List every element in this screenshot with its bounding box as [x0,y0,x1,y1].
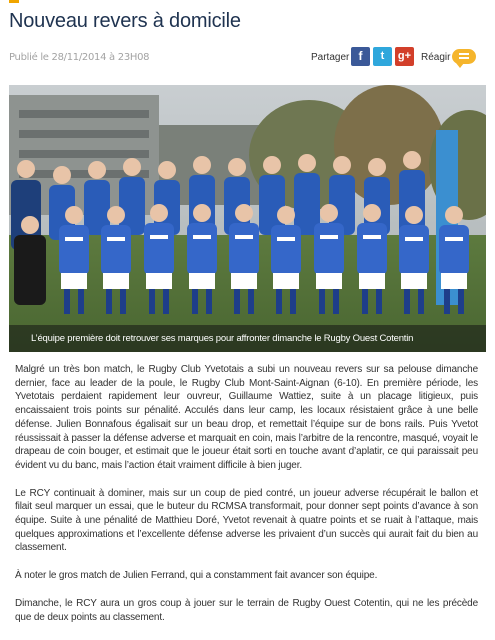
googleplus-icon: g+ [397,50,412,62]
twitter-icon: t [380,50,385,62]
team-photo[interactable] [9,85,486,352]
facebook-share-button[interactable] [351,47,370,66]
article-paragraph: À noter le gros match de Julien Ferrand, qui a constamment fait avancer son équipe. [15,570,378,582]
team-photo-illustration [9,85,486,352]
article-body [15,363,478,638]
article-paragraph: Dimanche, le RCY aura un gros coup à jouer sur le terrain de Rugby Ouest Cotentin, qui ne les précède que de deux points au classement. [15,597,478,623]
react-label[interactable]: Réagir [421,52,451,63]
article-paragraph: Le RCY continuait à dominer, mais sur un coup de pied contré, un joueur adverse récupérait le ballon et filait seul marquer un essai, que le buteur du RCMSA transformait, pour donner sept points d’avance à son équipe. Suite à une pénalité de Matthieu Doré, Yvetot revenait à quatre points et se ruait à l’attaque, mais quelques approximations et l’excellente défense adverse les privaient d’un succès qui aurait fait du bien au classement. [15,487,478,554]
facebook-icon: f [358,49,363,63]
article-title: Nouveau revers à domicile [9,10,241,32]
article-meta-bar [9,44,486,72]
section-accent-bar [9,0,19,3]
photo-caption: L’équipe première doit retrouver ses marques pour affronter dimanche le Rugby Ouest Cotentin [9,325,486,352]
googleplus-share-button[interactable] [395,47,414,66]
comment-bubble-icon[interactable] [452,49,476,64]
share-label: Partager [311,52,350,63]
article-paragraph: Malgré un très bon match, le Rugby Club Yvetotais a subi un nouveau revers sur sa pelouse dimanche dernier, face au leader de la poule, le Rugby Club Mont-Saint-Aignan (6-10). En première période, les Yvetotais perdaient rapidement leur ouvreur, Guillaume Wattiez, suite à un placage litigieux, puis encaissaient trois points sur pénalité. Acculés dans leur camp, les locaux résistaient grâce à une belle défense. Julien Bonnafous égalisait sur un beau drop, et remettait l’équipe sur de bons rails. Puis Yvetot réussissait à passer la défense adverse et marquait en coin, mais l’arbitre de la rencontre, masqué, voyait le drapeau de coin bouger, et estimait que le joueur était sorti en touche avant d’aplatir, ce qui paraissait peu évident vu du banc, mais l’action était vraiment difficile à bien juger. [15,364,478,471]
twitter-share-button[interactable] [373,47,392,66]
publication-date: Publié le 28/11/2014 à 23H08 [9,52,150,63]
